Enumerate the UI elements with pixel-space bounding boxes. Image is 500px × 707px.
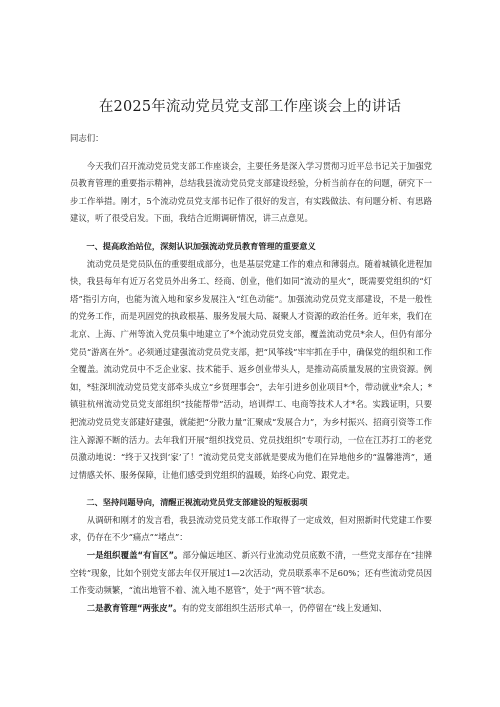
issue-item-1 [70,547,432,600]
document-body [70,130,432,617]
intro-paragraph: 今天我们召开流动党员党支部工作座谈会，主要任务是深入学习贯彻习近平总书记关于加强党员教育管理的重要指示精神，总结我县流动党员党支部建设经验，分析当前存在的问题，研究下一步工作举措。刚才，5个流动党员党支部书记作了很好的发言，有实践做法、有问题分析、有思路建议，听了很受启发。下面，我结合近期调研情况，讲三点意见。 [70,160,432,224]
section-2-paragraph: 从调研和刚才的发言看，我县流动党员党支部工作取得了一定成效，但对照新时代党建工作要求，仍存在不少“痛点”“堵点”： [70,514,432,543]
issue-item-2-label: 二是教育管理“两张皮”。 [86,602,182,613]
issue-item-1-label: 一是组织覆盖“有盲区”。 [86,550,183,561]
issue-item-1-text: 部分偏远地区、新兴行业流动党员底数不清，一些党支部存在“挂牌空转”现象，比如个别党支部去年仅开展过1—2次活动，党员联系率不足60%；还有些流动党员因工作变动频繁，“流出地管不着、流入地不愿管”，处于“两不管”状态。 [70,550,432,596]
issue-item-2 [70,600,432,618]
section-1-paragraph: 流动党员是党员队伍的重要组成部分，也是基层党建工作的难点和薄弱点。随着城镇化进程加快，我县每年有近万名党员外出务工、经商、创业，他们如同“流动的星火”，既需要党组织的“灯塔”指引方向，也能为流入地和家乡发展注入“红色动能”。加强流动党员党支部建设，不是一般性的党务工作，而是巩固党的执政根基、服务发展大局、凝聚人才资源的政治任务。近年来，我们在北京、上海、广州等流入党员集中地建立了*个流动党员党支部，覆盖流动党员*余人，但仍有部分党员“游离在外”。必须通过建强流动党员党支部，把“风筝线”牢牢抓在手中，确保党的组织和工作全覆盖。流动党员中不乏企业家、技术能手、返乡创业带头人，是推动高质量发展的宝贵资源。例如，*驻深圳流动党员党支部牵头成立“乡贤理事会”，去年引进乡创业项目*个，带动就业*余人；*镇驻杭州流动党员党支部组织“技能帮带”活动，培训焊工、电商等技术人才*名。实践证明，只要把流动党员党支部建好建强，就能把“分散力量”汇聚成“发展合力”，为乡村振兴、招商引资等工作注入源源不断的活力。去年我们开展“组织找党员、党员找组织”专项行动，一位在江苏打工的老党员激动地说：“终于又找到‘家’了！”流动党员党支部就是要成为他们在异地他乡的“温馨港湾”，通过情感关怀、服务保障，让他们感受到党组织的温暖，始终心向党、跟党走。 [70,258,432,480]
document-title: 在2025年流动党员党支部工作座谈会上的讲话 [98,99,402,115]
section-1-heading: 一、提高政治站位，深刻认识加强流动党员教育管理的重要意义 [86,240,316,251]
salutation: 同志们： [70,133,104,143]
section-2-heading: 二、坚持问题导向，清醒正视流动党员党支部建设的短板弱项 [86,497,308,508]
issue-item-2-text: 有的党支部组织生活形式单一，仍停留在“线上发通知、 [181,602,387,613]
